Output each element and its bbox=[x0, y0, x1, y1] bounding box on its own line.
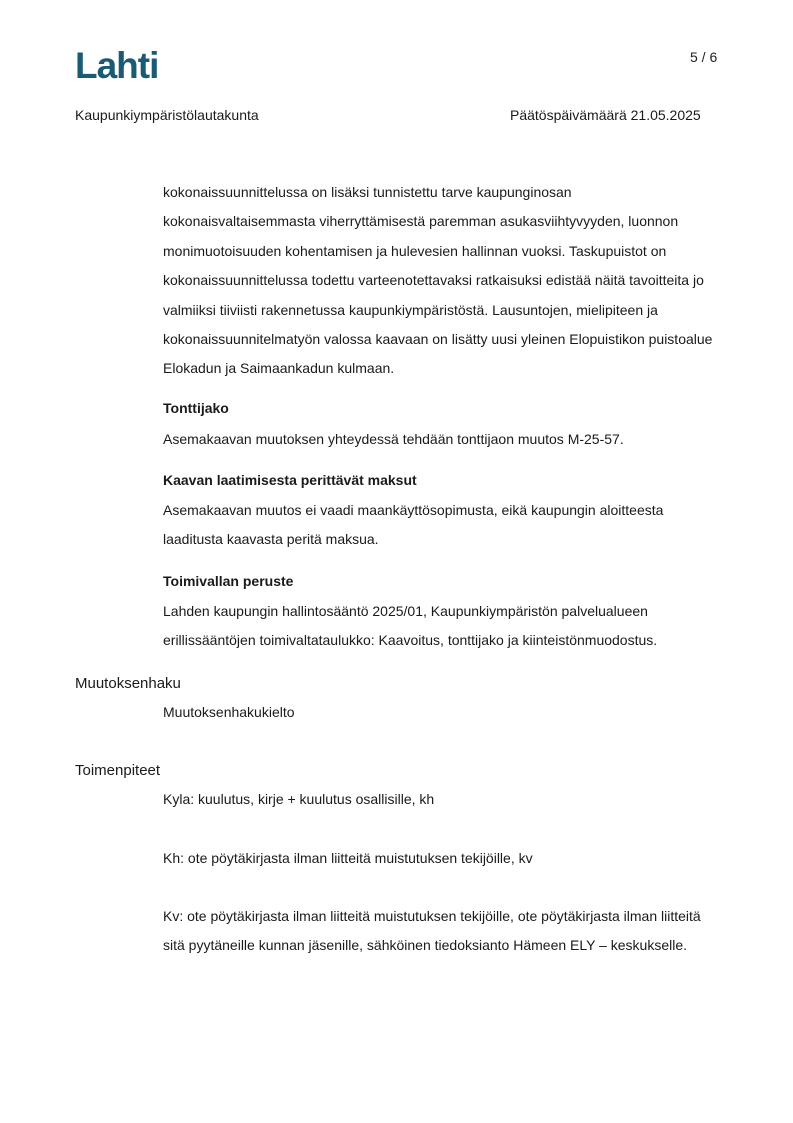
muutoksenhaku-heading: Muutoksenhaku bbox=[75, 675, 181, 692]
toimenpide-kyla: Kyla: kuulutus, kirje + kuulutus osallisille, kh bbox=[163, 791, 435, 807]
toimenpiteet-heading: Toimenpiteet bbox=[75, 762, 161, 779]
muutoksenhaku-text: Muutoksenhakukielto bbox=[163, 704, 295, 720]
maksut-heading: Kaavan laatimisesta perittävät maksut bbox=[163, 472, 417, 488]
toimenpide-kh: Kh: ote pöytäkirjasta ilman liitteitä muistutuksen tekijöille, kv bbox=[163, 850, 533, 866]
svg-text:Lahti: Lahti bbox=[75, 47, 159, 83]
tonttijako-heading: Tonttijako bbox=[163, 400, 229, 416]
toimenpide-kv: Kv: ote pöytäkirjasta ilman liitteitä muistutuksen tekijöille, ote pöytäkirjasta ilman liitteitä sitä pyytäneille kunnan jäsenille, sähköinen tiedoksianto Hämeen ELY – keskukselle. bbox=[163, 908, 701, 954]
page-number: 5 / 6 bbox=[690, 49, 718, 65]
decision-date: Päätöspäivämäärä 21.05.2025 bbox=[510, 107, 701, 123]
lahti-logo bbox=[75, 47, 167, 83]
intro-paragraph: kokonaissuunnittelussa on lisäksi tunnistettu tarve kaupunginosan kokonaisvaltaisemmasta viherryttämisestä paremman asukasviihtyvyyden, luonnon monimuotoisuuden kohentamisen ja hulevesien hallinnan vuoksi. Taskupuistot on kokonaissuunnittelussa todettu varteenotettavaksi ratkaisuksi edistää näitä tavoitteita jo valmiiksi tiiviisti rakennetussa kaupunkiympäristöstä. Lausuntojen, mielipiteen ja kokonaissuunnitelmatyön valossa kaavaan on lisätty uusi yleinen Elopuistikon puistoalue Elokadun ja Saimaankadun kulmaan. bbox=[163, 184, 713, 377]
tonttijako-text: Asemakaavan muutoksen yhteydessä tehdään tonttijaon muutos M-25-57. bbox=[163, 431, 624, 447]
toimivalta-text: Lahden kaupungin hallintosääntö 2025/01, Kaupunkiympäristön palvelualueen erillissääntöjen toimivaltataulukko: Kaavoitus, tonttijako ja kiinteistönmuodostus. bbox=[163, 603, 658, 649]
committee-name: Kaupunkiympäristölautakunta bbox=[75, 107, 259, 123]
maksut-text: Asemakaavan muutos ei vaadi maankäyttösopimusta, eikä kaupungin aloitteesta laaditusta kaavasta peritä maksua. bbox=[163, 502, 664, 548]
toimivalta-heading: Toimivallan peruste bbox=[163, 573, 294, 589]
